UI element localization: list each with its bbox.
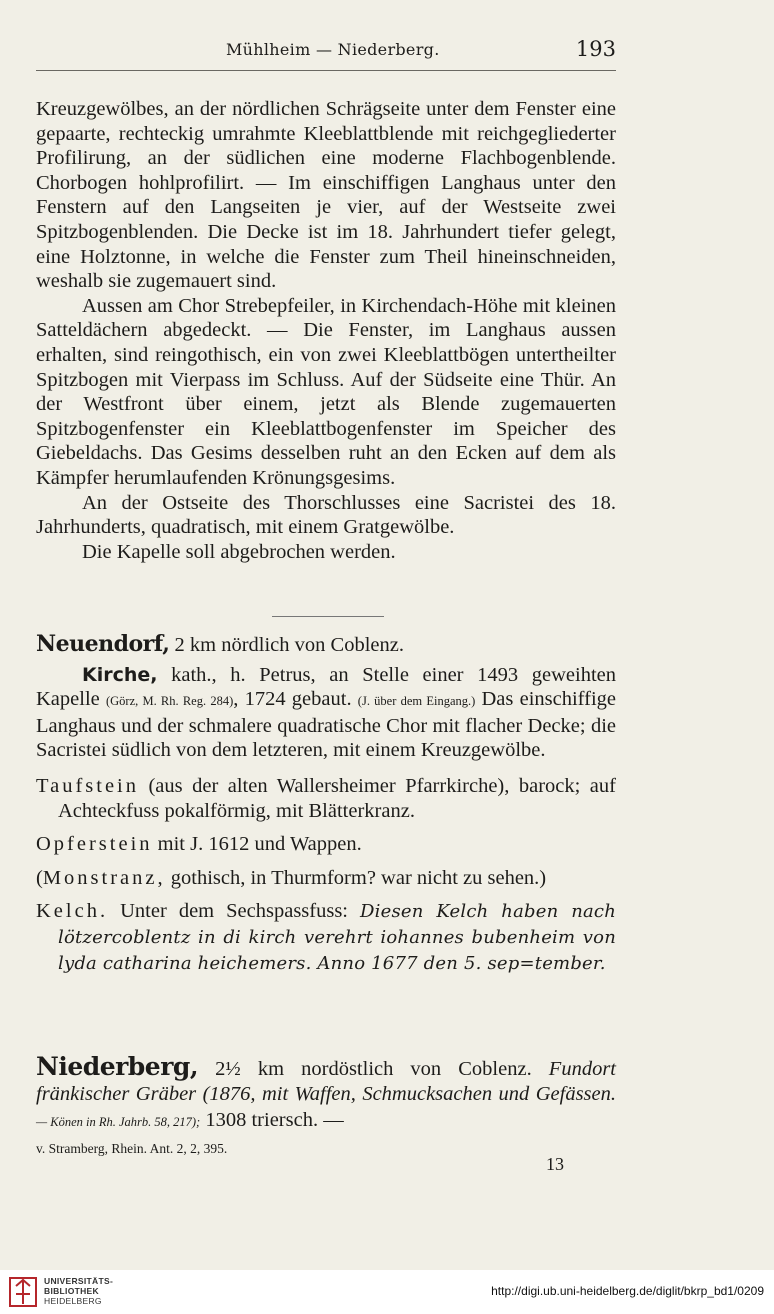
library-name-line: BIBLIOTHEK	[44, 1286, 99, 1296]
entry-label: Opferstein	[36, 833, 153, 856]
running-title: Mühlheim — Niederberg.	[226, 40, 440, 59]
entry-label: Kelch.	[36, 900, 109, 923]
source-note: — Könen in Rh. Jahrb. 58, 217);	[36, 1115, 201, 1130]
library-name	[44, 1276, 113, 1306]
location-text: 2½ km nordöstlich von Coblenz.	[198, 1058, 549, 1080]
place-name: Niederberg,	[36, 1052, 199, 1081]
library-name-line: HEIDELBERG	[44, 1296, 102, 1306]
paragraph-kelch	[36, 899, 616, 976]
entry-text: (aus der alten Wallersheimer Pfarrkirche), barock; auf Achteckfuss pokalförmig, mit Blätterkranz.	[58, 774, 616, 822]
entry-text: kath., h. Petrus, an Stelle einer 1493 geweihten Kapelle	[36, 663, 616, 711]
source-note: (J. über dem Eingang.)	[357, 694, 476, 709]
reference-line: v. Stramberg, Rhein. Ant. 2, 2, 395.	[36, 1140, 228, 1156]
section-heading	[36, 632, 616, 658]
printer-signature: 13	[546, 1154, 564, 1174]
source-note: (Görz, M. Rh. Reg. 284)	[105, 694, 234, 709]
location-text: 2 km nördlich von Coblenz.	[169, 634, 404, 656]
section-separator	[272, 616, 384, 617]
paragraph-opferstein	[36, 832, 616, 857]
paragraph: Kreuzgewölbes, an der nördlichen Schrägseite unter dem Fenster eine gepaarte, rechteckig umrahmte Kleeblattblende mit reichgegliederter Profilirung, an der südlichen eine moderne Flachbogenblende. Chorbogen hohlprofilirt. — Im einschiffigen Langhaus unter den Fenstern auf den Langseiten je vier, auf der Westseite zwei Spitzbogenblenden. Die Decke ist im 18. Jahrhundert tiefer gelegt, eine Holztonne, in welche die Fenster zum Theil hineinschneiden, weshalb sie zugemauert sind.	[36, 98, 616, 293]
entry-label: Taufstein	[36, 774, 139, 797]
fundort-text: Fundort fränkischer Gräber (1876, mit Waffen, Schmucksachen und Gefässen.	[36, 1058, 616, 1105]
library-logo-icon	[8, 1274, 38, 1310]
page-header	[36, 37, 616, 68]
paragraph-monstranz	[36, 866, 616, 891]
paragraph-kirche	[36, 663, 616, 763]
section-heading	[36, 1052, 616, 1135]
entry-label: Kirche,	[82, 663, 158, 686]
bracket: (	[36, 866, 43, 889]
entry-text: Unter dem Sechspassfuss:	[108, 900, 361, 923]
entry-text: Das einschiffige Langhaus und der schmalere quadratische Chor mit flacher Decke; die Sacristei südlich von dem letzteren, mit einem Kreuzgewölbe.	[36, 688, 616, 762]
entry-label: Monstranz,	[42, 866, 166, 889]
library-name-line: UNIVERSITÄTS-	[44, 1276, 114, 1286]
header-rule	[36, 70, 616, 71]
paragraph: Aussen am Chor Strebepfeiler, in Kirchendach-Höhe mit kleinen Satteldächern abgedeckt. — Die Fenster, im Langhaus aussen erhalten, sind reingothisch, ein von zwei Kleeblattbögen untertheilter Spitzbogen mit Vierpass im Schluss. Auf der Südseite eine Thür. An der Westfront über einem, jetzt als Blende zugemauerten Spitzbogenfenster ein Kleeblattbogenfenster im Speicher des Giebeldachs. Das Gesims desselben ruht an den Ecken auf dem als Kämpfer herumlaufenden Krönungsgesims.	[36, 294, 616, 489]
inscription-text: Diesen Kelch haben nach lötzercoblentz in di kirch verehrt iohannes bubenheim von lyda catharina heichemers. Anno 1677 den 5. sep=tember.	[58, 901, 616, 974]
section-neuendorf	[36, 632, 616, 976]
entry-text: gothisch, in Thurmform? war nicht zu sehen.)	[165, 866, 547, 889]
paragraph: An der Ostseite des Thorschlusses eine Sacristei des 18. Jahrhunderts, quadratisch, mit einem Gratgewölbe.	[36, 491, 616, 539]
paragraph-taufstein	[36, 774, 616, 823]
text-block-continuation	[36, 97, 616, 564]
place-name: Neuendorf,	[36, 631, 170, 657]
page-number: 193	[575, 37, 616, 61]
viewer-footer	[0, 1270, 774, 1314]
entry-text: , 1724 gebaut.	[233, 688, 358, 711]
entry-text: 1308 triersch. —	[200, 1109, 344, 1132]
entry-text: mit J. 1612 und Wappen.	[152, 833, 362, 856]
paragraph: Die Kapelle soll abgebrochen werden.	[82, 540, 396, 563]
permalink-url[interactable]: http://digi.ub.uni-heidelberg.de/diglit/bkrp_bd1/0209	[491, 1284, 764, 1298]
section-niederberg	[36, 1052, 616, 1161]
